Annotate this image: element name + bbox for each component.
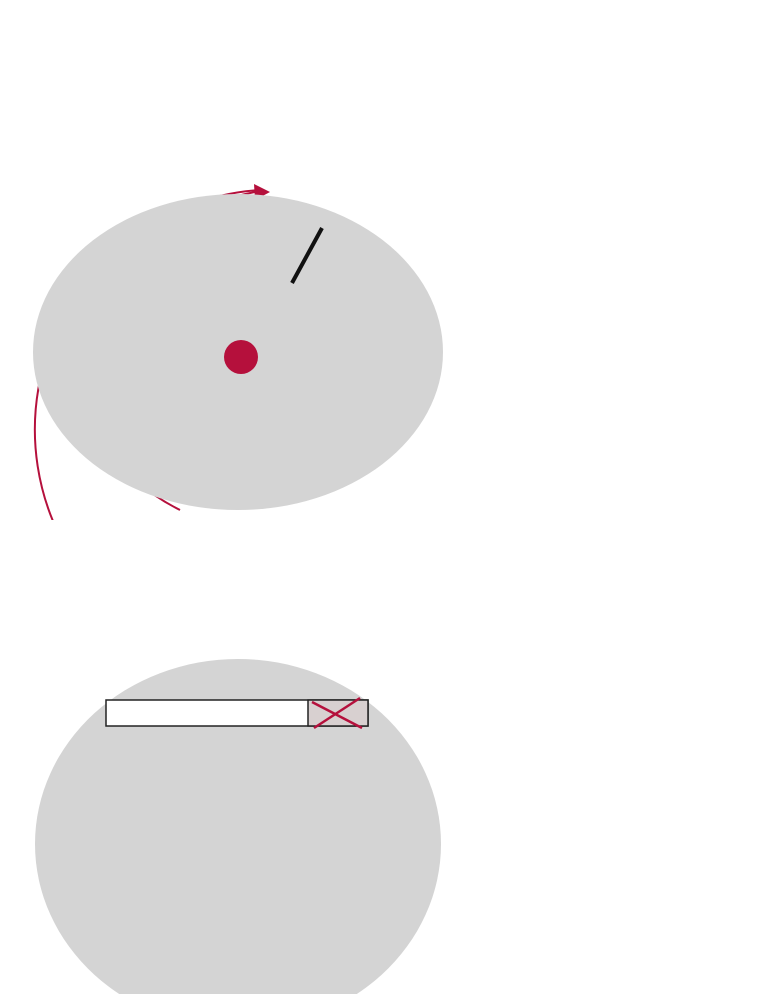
center-dot — [224, 340, 258, 374]
a2a-logo — [60, 24, 320, 104]
dial-meter-figure — [30, 180, 450, 520]
number-meter-figure — [30, 652, 450, 994]
